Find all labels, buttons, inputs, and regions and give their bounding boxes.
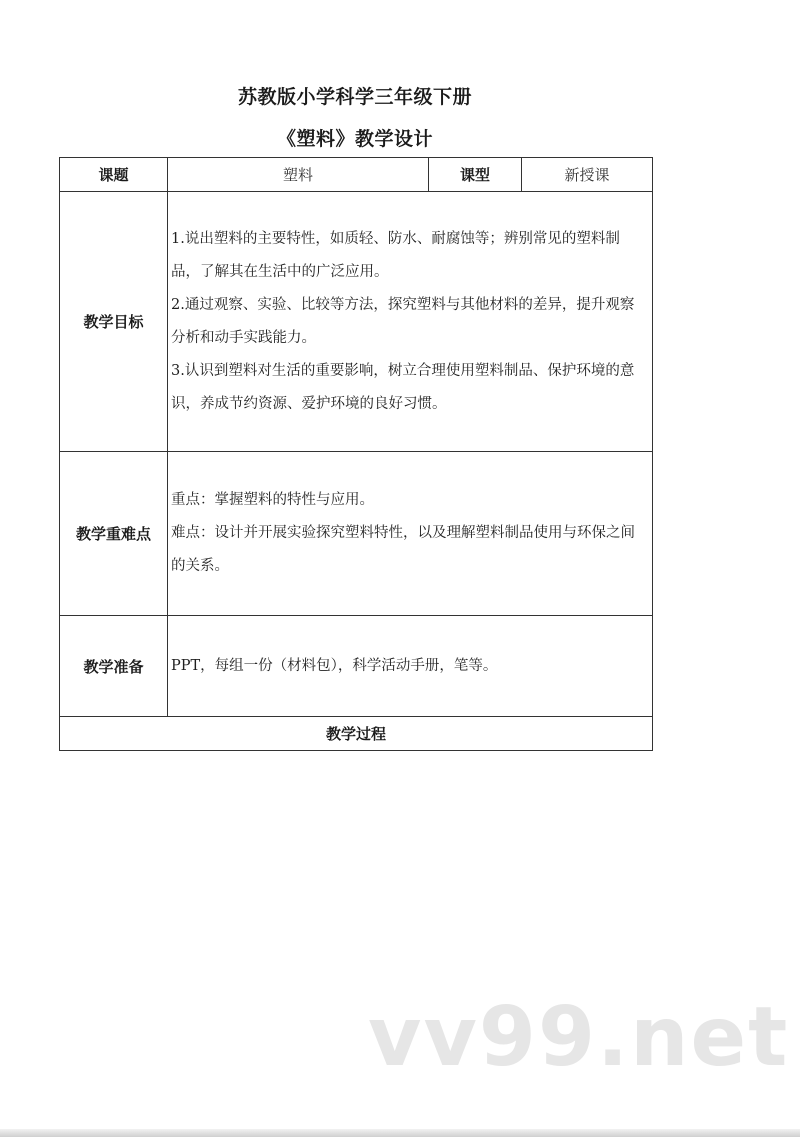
objective-item: 3.认识到塑料对生活的重要影响，树立合理使用塑料制品、保护环境的意识，养成节约资源、爱护环境的良好习惯。	[171, 362, 635, 412]
key-points-label: 教学重难点	[60, 452, 168, 616]
key-point-item: 重点：掌握塑料的特性与应用。	[171, 492, 374, 508]
topic-row	[60, 158, 653, 192]
topic-label: 课题	[60, 158, 168, 192]
objectives-content	[168, 192, 653, 452]
preparation-text: PPT，每组一份（材料包），科学活动手册，笔等。	[171, 657, 498, 674]
preparation-content	[168, 616, 653, 717]
type-value: 新授课	[522, 158, 653, 192]
topic-value: 塑料	[168, 158, 429, 192]
page-bottom-edge	[0, 1129, 800, 1137]
objective-item: 1.说出塑料的主要特性，如质轻、防水、耐腐蚀等；辨别常见的塑料制品，了解其在生活中的广泛应用。	[171, 230, 620, 280]
preparation-label: 教学准备	[60, 616, 168, 717]
lesson-plan-table	[59, 157, 653, 751]
objectives-label: 教学目标	[60, 192, 168, 452]
key-point-item: 难点：设计并开展实验探究塑料特性，以及理解塑料制品使用与环保之间的关系。	[171, 525, 635, 574]
objectives-row	[60, 192, 653, 452]
key-points-content	[168, 452, 653, 616]
objective-item: 2.通过观察、实验、比较等方法，探究塑料与其他材料的差异，提升观察分析和动手实践能力。	[171, 296, 635, 346]
document-title: 苏教版小学科学三年级下册	[237, 86, 472, 108]
document-subtitle: 《塑料》教学设计	[276, 128, 433, 150]
process-row	[60, 717, 653, 751]
process-label: 教学过程	[60, 717, 653, 751]
watermark: vv99.net	[368, 990, 790, 1085]
key-points-row	[60, 452, 653, 616]
type-label: 课型	[429, 158, 522, 192]
preparation-row	[60, 616, 653, 717]
